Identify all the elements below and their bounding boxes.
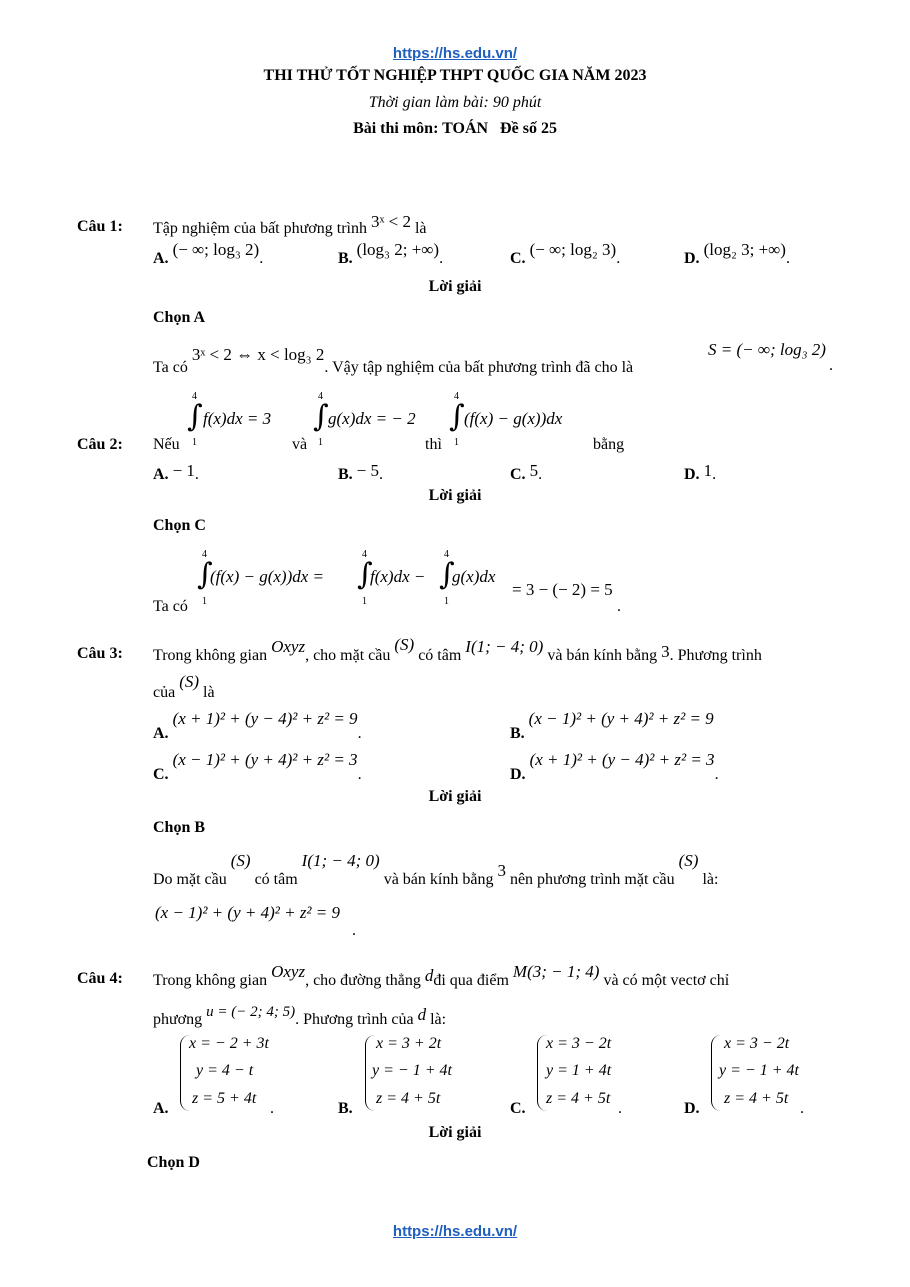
q2-int1-sign: ∫ bbox=[187, 399, 203, 434]
q4-label: Câu 4: bbox=[77, 970, 123, 987]
q2-sol-int2-sign: ∫ bbox=[357, 557, 373, 592]
q3-solution: Do mặt cầu (S) có tâm I(1; − 4; 0) và bán kính bằng 3 nên phương trình mặt cầu (S) là: bbox=[153, 851, 719, 888]
q3-option-c: C. (x − 1)² + (y + 4)² + z² = 3. bbox=[153, 750, 362, 783]
q2-sol-int3: g(x)dx bbox=[452, 567, 496, 586]
q2-int2-upper: 4 bbox=[318, 391, 323, 402]
q4-option-b-line2: y = − 1 + 4t bbox=[372, 1062, 452, 1079]
q2-sol-dot: . bbox=[617, 598, 621, 615]
q2-sol-int1-sign: ∫ bbox=[197, 557, 213, 592]
q2-sol-int3-upper: 4 bbox=[444, 549, 449, 560]
q1-option-d: D. (log₂ 3; +∞). bbox=[684, 240, 790, 267]
q2-int3-sign: ∫ bbox=[449, 399, 465, 434]
q3-label: Câu 3: bbox=[77, 645, 123, 662]
q4-option-a-line1: x = − 2 + 3t bbox=[189, 1035, 269, 1052]
exam-subject: Bài thi môn: TOÁN Đề số 25 bbox=[353, 120, 557, 137]
q2-option-b: B. − 5. bbox=[338, 461, 384, 483]
q4-option-b-label: B. bbox=[338, 1100, 353, 1117]
q3-option-a: A. (x + 1)² + (y − 4)² + z² = 9. bbox=[153, 709, 362, 742]
q3-loi-giai: Lời giải bbox=[428, 788, 482, 805]
q4-text: Trong không gian Oxyz, cho đường thẳng dđi qua điểm M(3; − 1; 4) và có một vectơ chỉ bbox=[153, 962, 730, 989]
q2-sol-int1: (f(x) − g(x))dx = bbox=[210, 567, 325, 586]
q3-chon: Chọn B bbox=[153, 819, 206, 836]
q2-sol-result: = 3 − (− 2) = 5 bbox=[512, 580, 613, 599]
q2-sol-int1-upper: 4 bbox=[202, 549, 207, 560]
footer-link[interactable]: https://hs.edu.vn/ bbox=[392, 1223, 518, 1240]
q2-int2: g(x)dx = − 2 bbox=[328, 409, 416, 428]
q2-ta-co: Ta có bbox=[153, 598, 188, 615]
q4-option-d-line2: y = − 1 + 4t bbox=[719, 1062, 799, 1079]
q1-label: Câu 1: bbox=[77, 218, 123, 235]
header-link[interactable]: https://hs.edu.vn/ bbox=[392, 45, 518, 62]
q2-va: và bbox=[292, 436, 308, 453]
q4-option-c-line2: y = 1 + 4t bbox=[546, 1062, 612, 1079]
q2-sol-int2-upper: 4 bbox=[362, 549, 367, 560]
q2-int3-upper: 4 bbox=[454, 391, 459, 402]
q1-solution-result: S = (− ∞; log₃ 2) bbox=[708, 340, 826, 359]
q1-option-a: A. (− ∞; log₃ 2). bbox=[153, 240, 264, 267]
q2-option-d: D. 1. bbox=[684, 461, 717, 483]
q4-option-c-line3: z = 4 + 5t bbox=[546, 1090, 611, 1107]
q4-option-d-line1: x = 3 − 2t bbox=[724, 1035, 790, 1052]
q2-sol-int2: f(x)dx − bbox=[370, 567, 426, 586]
exam-title: THI THỬ TỐT NGHIỆP THPT QUỐC GIA NĂM 2023 bbox=[263, 67, 647, 84]
q2-int1-lower: 1 bbox=[192, 437, 197, 448]
q4-text-2: phương u = (− 2; 4; 5). Phương trình của d là: bbox=[153, 1004, 447, 1028]
q1-text: Tập nghiệm của bất phương trình 3ˣ < 2 là bbox=[153, 212, 427, 237]
q2-int3: (f(x) − g(x))dx bbox=[464, 409, 563, 428]
q2-sol-int2-lower: 1 bbox=[362, 596, 367, 607]
q2-sol-int3-lower: 1 bbox=[444, 596, 449, 607]
q1-solution: Ta có 3ˣ < 2 ⇔ x < log₃ 2. Vậy tập nghiệm của bất phương trình đã cho là bbox=[153, 345, 634, 376]
q4-option-a-line2: y = 4 − t bbox=[196, 1062, 254, 1079]
q3-option-b: B. (x − 1)² + (y + 4)² + z² = 9 bbox=[510, 709, 714, 742]
q1-solution-dot: . bbox=[829, 357, 833, 374]
q2-int1-upper: 4 bbox=[192, 391, 197, 402]
exam-time: Thời gian làm bài: 90 phút bbox=[368, 94, 542, 111]
q2-int1: f(x)dx = 3 bbox=[203, 409, 272, 428]
q2-option-a: A. − 1. bbox=[153, 461, 199, 483]
q2-thi: thì bbox=[425, 436, 442, 453]
q4-option-d-label: D. bbox=[684, 1100, 700, 1117]
q2-int2-lower: 1 bbox=[318, 437, 323, 448]
q3-solution-eq: (x − 1)² + (y + 4)² + z² = 9 bbox=[155, 903, 340, 922]
q3-option-d: D. (x + 1)² + (y − 4)² + z² = 3. bbox=[510, 750, 719, 783]
q2-chon: Chọn C bbox=[153, 517, 206, 534]
q2-int3-lower: 1 bbox=[454, 437, 459, 448]
q2-option-c: C. 5. bbox=[510, 461, 543, 483]
q4-option-a-line3: z = 5 + 4t bbox=[192, 1090, 257, 1107]
q2-int2-sign: ∫ bbox=[313, 399, 329, 434]
q3-text-2: của (S) là bbox=[153, 672, 215, 701]
q3-solution-dot: . bbox=[352, 922, 356, 939]
q4-option-b-line3: z = 4 + 5t bbox=[376, 1090, 441, 1107]
q2-label: Câu 2: bbox=[77, 436, 123, 453]
q1-option-c: C. (− ∞; log₂ 3). bbox=[510, 240, 621, 267]
q4-loi-giai: Lời giải bbox=[428, 1124, 482, 1141]
q4-option-d-dot: . bbox=[800, 1100, 804, 1117]
q2-loi-giai: Lời giải bbox=[428, 487, 482, 504]
q2-neu: Nếu bbox=[153, 436, 180, 453]
q4-option-b-line1: x = 3 + 2t bbox=[376, 1035, 442, 1052]
q4-option-c-line1: x = 3 − 2t bbox=[546, 1035, 612, 1052]
q3-text: Trong không gian Oxyz, cho mặt cầu (S) có tâm I(1; − 4; 0) và bán kính bằng 3. Phương trình bbox=[153, 635, 762, 664]
q1-expr: 3ˣ < 2 bbox=[370, 212, 411, 231]
q4-option-d-line3: z = 4 + 5t bbox=[724, 1090, 789, 1107]
q2-sol-int1-lower: 1 bbox=[202, 596, 207, 607]
q4-option-c-label: C. bbox=[510, 1100, 526, 1117]
q4-option-a-label: A. bbox=[153, 1100, 169, 1117]
q4-option-c-dot: . bbox=[618, 1100, 622, 1117]
q2-sol-int3-sign: ∫ bbox=[439, 557, 455, 592]
q1-option-b: B. (log₃ 2; +∞). bbox=[338, 240, 444, 267]
q4-chon: Chọn D bbox=[147, 1154, 200, 1171]
q4-option-a-dot: . bbox=[270, 1100, 274, 1117]
q1-loi-giai: Lời giải bbox=[428, 278, 482, 295]
q2-bang: bằng bbox=[593, 436, 625, 453]
q1-chon: Chọn A bbox=[153, 309, 206, 326]
